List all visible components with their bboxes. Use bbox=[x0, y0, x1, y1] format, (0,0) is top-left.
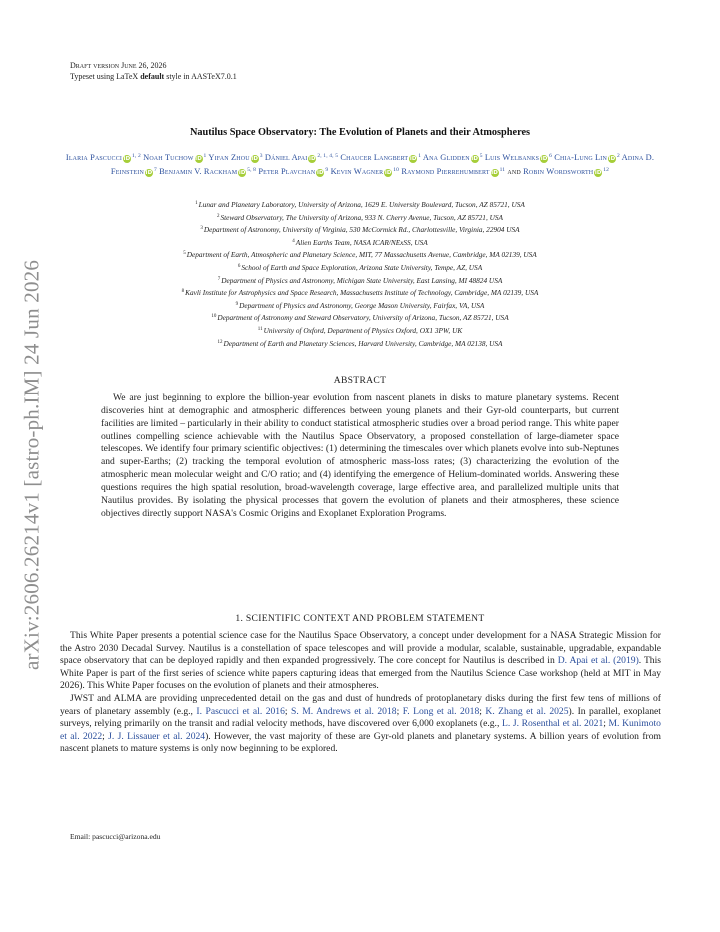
orcid-icon[interactable]: iD bbox=[608, 156, 616, 162]
author[interactable] bbox=[485, 153, 552, 162]
affiliation-number: 10 bbox=[211, 314, 217, 320]
affiliation bbox=[60, 286, 660, 299]
orcid-icon[interactable]: iD bbox=[491, 170, 498, 177]
orcid-icon[interactable]: iD bbox=[195, 156, 202, 162]
affiliation-text: School of Earth and Space Exploration, Arizona State University, Tempe, AZ, USA bbox=[241, 262, 483, 272]
author-affiliation-marks: 9 bbox=[325, 167, 329, 174]
affiliation bbox=[60, 223, 660, 236]
affiliation-number: 4 bbox=[292, 238, 295, 244]
author[interactable] bbox=[159, 167, 256, 176]
orcid-icon[interactable]: iD bbox=[409, 156, 417, 162]
abstract-text: We are just beginning to explore the billion-year evolution from nascent planets in disks to mature planetary systems. Recent discoveries hint at demographic and atmospheric differences between young planets and their Gyr-old counterparts, but current facilities are limited – particularly in their ability to conduct statistical atmospheric studies over a broad period range. This white paper outlines compelling science achievable with the Nautilus Space Observatory, a proposed constellation of large-diameter space telescopes. We identify four primary scientific objectives: (1) determining the timescales over which planets evolve into sub-Neptunes and super-Earths; (2) tracking the temporal evolution of atmospheric mass-loss rates; (3) characterizing the evolution of the atmospheric mean molecular weight and C/O ratio; and (4) identifying the emergence of Helium-dominated worlds. Answering these questions requires the high spatial resolution, broad-wavelength coverage, large effective area, and parallelized multiple units that Nautilus provides. By isolating the physical processes that govern the evolution of planets and their atmospheres, these science objectives directly support NASA's Cosmic Origins and Exoplanet Exploration Programs. bbox=[101, 392, 619, 519]
affiliation-number: 12 bbox=[217, 339, 223, 345]
section-heading: 1. SCIENTIFIC CONTEXT AND PROBLEM STATEMENT bbox=[235, 613, 485, 624]
author-affiliation-marks: 3 bbox=[259, 153, 263, 159]
author-name[interactable]: Luis Welbanks bbox=[484, 153, 540, 162]
author-name[interactable]: Kevin Wagner bbox=[330, 167, 384, 177]
affiliation-text: Department of Physics and Astronomy, Michigan State University, East Lansing, MI 48824 USA bbox=[221, 275, 503, 285]
affiliation-number: 6 bbox=[237, 263, 241, 269]
author-name[interactable]: Robin Wordsworth bbox=[523, 167, 594, 177]
affiliation-number: 2 bbox=[217, 213, 220, 219]
affiliation-number: 8 bbox=[181, 289, 185, 295]
corresponding-email[interactable]: Email: pascucci@arizona.edu bbox=[70, 832, 161, 841]
abstract-heading: ABSTRACT bbox=[333, 375, 387, 386]
orcid-icon[interactable]: iD bbox=[384, 170, 392, 177]
author[interactable] bbox=[340, 153, 421, 162]
author-affiliation-marks: 10 bbox=[393, 167, 400, 174]
author-affiliation-marks: 12 bbox=[603, 167, 610, 174]
author[interactable] bbox=[401, 167, 505, 176]
affiliation-text: University of Oxford, Department of Physics Oxford, OX1 3PW, UK bbox=[263, 325, 463, 335]
affiliation bbox=[60, 311, 660, 324]
affiliation-text: Department of Astronomy and Steward Observatory, University of Arizona, Tucson, AZ 85721, USA bbox=[217, 313, 509, 323]
author[interactable] bbox=[258, 167, 328, 176]
author-name[interactable]: Ilaria Pascucci bbox=[65, 153, 123, 162]
arxiv-identifier[interactable]: arXiv:2606.26214v1 [astro-ph.IM] 24 Jun 2026 bbox=[19, 259, 44, 671]
author-affiliation-marks: 5, 8 bbox=[247, 167, 257, 174]
affiliation bbox=[60, 236, 660, 249]
header-note bbox=[70, 61, 237, 82]
affiliation-number: 5 bbox=[183, 251, 186, 257]
body-text bbox=[60, 630, 661, 756]
affiliation-text: Department of Earth, Atmospheric and Planetary Science, MIT, 77 Massachusetts Avenue, Cambridge, MA 02139, USA bbox=[186, 250, 537, 260]
author-name[interactable]: Ana Glidden bbox=[422, 153, 470, 162]
citation-link[interactable]: L. J. Rosenthal et al. 2021 bbox=[501, 718, 604, 730]
affiliation bbox=[60, 337, 660, 350]
affiliation bbox=[60, 248, 660, 261]
author-name[interactable]: Raymond Pierrehumbert bbox=[401, 167, 490, 177]
paragraph-1: This White Paper presents a potential science case for the Nautilus Space Observatory, a concept under development for a NASA Strategic Mission for the Astro 2030 Decadal Survey. Nautilus is a constellation of space telescopes and will provide a modular, scalable, sustainable, upgradable, expandable space observatory that can be deployed rapidly and then expanded progressively. The core concept for Nautilus is described in D. Apai et al. (2019). This White Paper is part of the first series of science white papers capturing ideas that emerged from the Nautilus Science Case workshop (held at MIT in May 2026). This White Paper focuses on the evolution of planets and their atmospheres. bbox=[60, 630, 661, 692]
affiliation bbox=[60, 261, 660, 274]
affiliation-text: Department of Physics and Astronomy, George Mason University, Fairfax, VA, USA bbox=[239, 300, 485, 310]
orcid-icon[interactable]: iD bbox=[540, 156, 548, 162]
affiliation bbox=[60, 211, 660, 224]
author-name[interactable]: Noah Tuchow bbox=[143, 153, 194, 162]
affiliation-text: Lunar and Planetary Laboratory, University of Arizona, 1629 E. University Boulevard, Tucson, AZ 85721, USA bbox=[198, 200, 525, 209]
citation-link[interactable]: K. Zhang et al. 2025 bbox=[485, 705, 569, 717]
orcid-icon[interactable]: iD bbox=[471, 156, 479, 162]
author[interactable] bbox=[143, 153, 206, 162]
affiliation-text: Department of Astronomy, University of Virginia, 530 McCormick Rd., Charlottesville, Virginia, 22904 USA bbox=[203, 225, 520, 235]
citation-link[interactable]: D. Apai et al. (2019) bbox=[557, 655, 639, 667]
affiliation bbox=[60, 198, 660, 211]
author-and: and bbox=[505, 167, 524, 177]
orcid-icon[interactable]: iD bbox=[238, 170, 246, 177]
orcid-icon[interactable]: iD bbox=[251, 156, 259, 162]
author-name[interactable]: Adina D. Feinstein bbox=[110, 153, 655, 177]
author[interactable] bbox=[523, 167, 609, 176]
draft-version: Draft version June 26, 2026 bbox=[70, 61, 167, 70]
author-list bbox=[60, 150, 660, 179]
affiliation-number: 9 bbox=[235, 301, 239, 307]
orcid-icon[interactable]: iD bbox=[317, 170, 324, 177]
author-name[interactable]: Dániel Apai bbox=[264, 153, 308, 162]
author-name[interactable]: Chaucer Langbert bbox=[340, 153, 409, 162]
affiliation bbox=[60, 324, 660, 337]
citation-link[interactable]: I. Pascucci et al. 2016 bbox=[196, 705, 285, 717]
citation-link[interactable]: F. Long et al. 2018 bbox=[402, 705, 480, 717]
affiliation bbox=[60, 274, 660, 287]
author-affiliation-marks: 1 bbox=[203, 153, 207, 159]
orcid-icon[interactable]: iD bbox=[594, 170, 602, 177]
author[interactable] bbox=[265, 153, 338, 162]
affiliation-list bbox=[60, 198, 660, 349]
affiliation-text: Kavli Institute for Astrophysics and Space Research, Massachusetts Institute of Technology, Cambridge, MA 02139, USA bbox=[185, 288, 539, 298]
orcid-icon[interactable]: iD bbox=[123, 156, 131, 162]
orcid-icon[interactable]: iD bbox=[308, 156, 316, 162]
typeset-line: Typeset using LaTeX default style in AASTeX7.0.1 bbox=[70, 71, 237, 81]
author-affiliation-marks: 1, 2 bbox=[132, 153, 141, 159]
author-affiliation-marks: 1 bbox=[418, 153, 422, 159]
author-name[interactable]: Chia-Lung Lin bbox=[554, 153, 607, 162]
affiliation-text: Alien Earths Team, NASA ICAR/NExSS, USA bbox=[295, 237, 428, 247]
affiliation-number: 11 bbox=[257, 326, 263, 332]
author[interactable] bbox=[66, 153, 141, 162]
affiliation-text: Department of Earth and Planetary Sciences, Harvard University, Cambridge, MA 02138, USA bbox=[223, 338, 503, 348]
author-name[interactable]: Benjamin V. Rackham bbox=[159, 167, 238, 177]
arxiv-stamp bbox=[14, 235, 50, 695]
latex-logo: LaTeX bbox=[116, 71, 139, 81]
paragraph-2: JWST and ALMA are providing unprecedented detail on the gas and dust of hundreds of protoplanetary disks during the first few tens of millions of years of planetary assembly (e.g., I. Pascucci et al. 2016; S. M. Andrews et al. 2018; F. Long et al. 2018; K. Zhang et al. 2025). In parallel, exoplanet surveys, relying primarily on the transit and radial velocity methods, have discovered over 6,000 exoplanets (e.g., L. J. Rosenthal et al. 2021; M. Kunimoto et al. 2022; J. J. Lissauer et al. 2024). However, the vast majority of these are Gyr-old planets and planetary systems. A billion years of evolution from nascent planets to mature systems is only now beginning to be explored. bbox=[60, 692, 661, 755]
orcid-icon[interactable]: iD bbox=[145, 170, 153, 177]
author[interactable] bbox=[554, 153, 620, 162]
author[interactable] bbox=[423, 153, 483, 162]
author[interactable] bbox=[208, 153, 262, 162]
paper-title: Nautilus Space Observatory: The Evolution of Planets and their Atmospheres bbox=[189, 127, 531, 138]
author-affiliation-marks: 11 bbox=[499, 167, 506, 174]
author-name[interactable]: Yifan Zhou bbox=[208, 153, 250, 162]
affiliation bbox=[60, 299, 660, 312]
citation-link[interactable]: M. Kunimoto et al. 2022 bbox=[60, 718, 661, 742]
author-affiliation-marks: 5 bbox=[479, 153, 483, 159]
affiliation-text: Steward Observatory, The University of Arizona, 933 N. Cherry Avenue, Tucson, AZ 85721, USA bbox=[220, 212, 503, 222]
author-affiliation-marks: 2, 1, 4, 5 bbox=[317, 153, 339, 159]
author[interactable] bbox=[331, 167, 400, 176]
affiliation-number: 1 bbox=[195, 201, 198, 206]
affiliation-number: 3 bbox=[200, 226, 203, 232]
citation-link[interactable]: S. M. Andrews et al. 2018 bbox=[291, 705, 397, 717]
author-affiliation-marks: 7 bbox=[153, 167, 157, 174]
author-name[interactable]: Peter Plavchan bbox=[258, 167, 316, 177]
affiliation-number: 7 bbox=[217, 276, 221, 282]
author-affiliation-marks: 2 bbox=[616, 153, 620, 159]
citation-link[interactable]: J. J. Lissauer et al. 2024 bbox=[108, 730, 206, 742]
author-affiliation-marks: 6 bbox=[549, 153, 553, 159]
